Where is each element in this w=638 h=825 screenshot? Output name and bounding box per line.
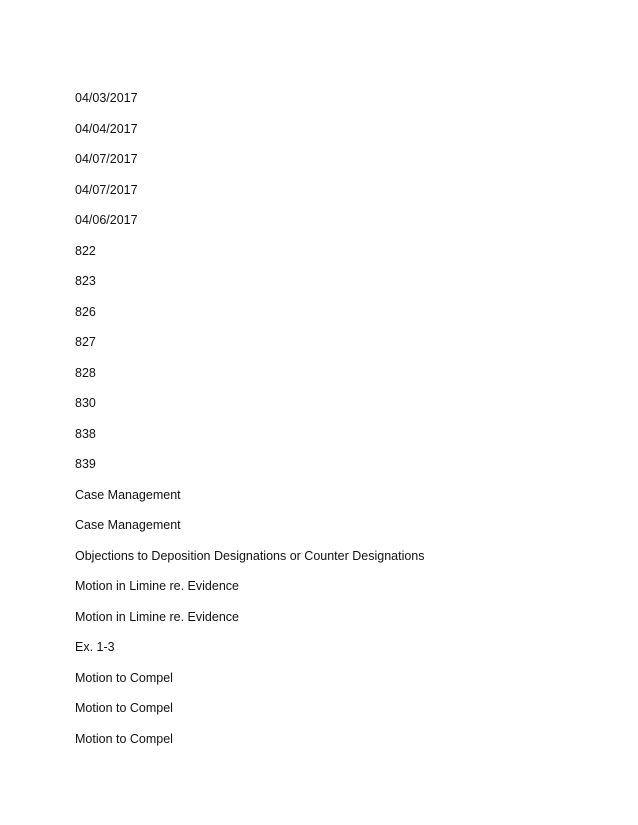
date-line: 04/06/2017	[75, 213, 138, 227]
document-type-line: Case Management	[75, 518, 181, 532]
number-line: 826	[75, 304, 96, 319]
number-line: 830	[75, 396, 96, 410]
number-line: 839	[75, 457, 96, 471]
number-line: 823	[75, 274, 96, 288]
document-type-line: Motion to Compel	[75, 731, 173, 746]
date-line: 04/04/2017	[75, 121, 138, 136]
number-line: 822	[75, 243, 96, 258]
exhibit-line: Ex. 1-3	[75, 640, 115, 654]
document-type-line: Case Management	[75, 487, 181, 502]
number-line: 828	[75, 365, 96, 380]
document-type-line: Motion to Compel	[75, 670, 173, 685]
number-line: 838	[75, 426, 96, 441]
document-type-line: Motion in Limine re. Evidence	[75, 579, 239, 593]
document-type-line: Motion to Compel	[75, 701, 173, 715]
document-text-lines	[75, 88, 425, 759]
document-type-line: Motion in Limine re. Evidence	[75, 609, 239, 624]
document-type-line: Objections to Deposition Designations or Counter Designations	[75, 548, 425, 563]
date-line: 04/07/2017	[75, 152, 138, 166]
date-line: 04/03/2017	[75, 91, 138, 105]
date-line: 04/07/2017	[75, 182, 138, 197]
number-line: 827	[75, 335, 96, 349]
